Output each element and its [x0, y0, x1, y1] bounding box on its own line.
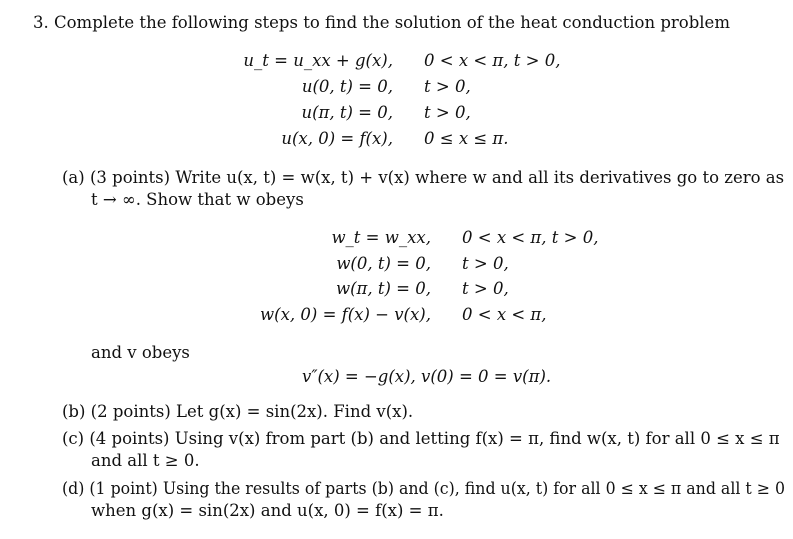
- condition-ic: 0 ≤ x ≤ π.: [424, 129, 509, 148]
- part-d-line2: when g(x) = sin(2x) and u(x, 0) = f(x) = π.: [91, 501, 444, 520]
- part-d-line1: (d) (1 point) Using the results of parts (b) and (c), find u(x, t) for all 0 ≤ x ≤ π and all t ≥ 0: [62, 479, 785, 498]
- w-equation-bc-right: w(π, t) = 0,: [335, 279, 431, 298]
- w-condition-bc-right: t > 0,: [462, 279, 509, 298]
- part-c-line2: and all t ≥ 0.: [91, 451, 200, 470]
- condition-pde: 0 < x < π, t > 0,: [424, 51, 561, 70]
- w-condition-pde: 0 < x < π, t > 0,: [462, 228, 599, 247]
- equation-bc-left: u(0, t) = 0,: [301, 77, 393, 96]
- part-b-text: (b) (2 points) Let g(x) = sin(2x). Find v(x).: [62, 402, 414, 421]
- problem-intro: 3. Complete the following steps to find the solution of the heat conduction problem: [33, 13, 730, 32]
- condition-bc-left: t > 0,: [424, 77, 471, 96]
- and-v-obeys-text: and v obeys: [91, 343, 190, 362]
- w-equation-ic: w(x, 0) = f(x) − v(x),: [260, 305, 431, 324]
- v-ode-equation: v″(x) = −g(x), v(0) = 0 = v(π).: [302, 367, 552, 386]
- w-condition-ic: 0 < x < π,: [462, 305, 547, 324]
- equation-ic: u(x, 0) = f(x),: [281, 129, 393, 148]
- w-condition-bc-left: t > 0,: [462, 254, 509, 273]
- w-equation-bc-left: w(0, t) = 0,: [336, 254, 431, 273]
- part-c-line1: (c) (4 points) Using v(x) from part (b) and letting f(x) = π, find w(x, t) for all 0 ≤ x ≤ π: [62, 429, 780, 448]
- equation-bc-right: u(π, t) = 0,: [301, 103, 393, 122]
- part-a-line2: t → ∞. Show that w obeys: [91, 190, 304, 209]
- part-a-line1: (a) (3 points) Write u(x, t) = w(x, t) + v(x) where w and all its derivatives go to zero as: [62, 168, 785, 187]
- equation-pde: u_t = u_xx + g(x),: [243, 51, 393, 70]
- condition-bc-right: t > 0,: [424, 103, 471, 122]
- w-equation-pde: w_t = w_xx,: [331, 228, 431, 247]
